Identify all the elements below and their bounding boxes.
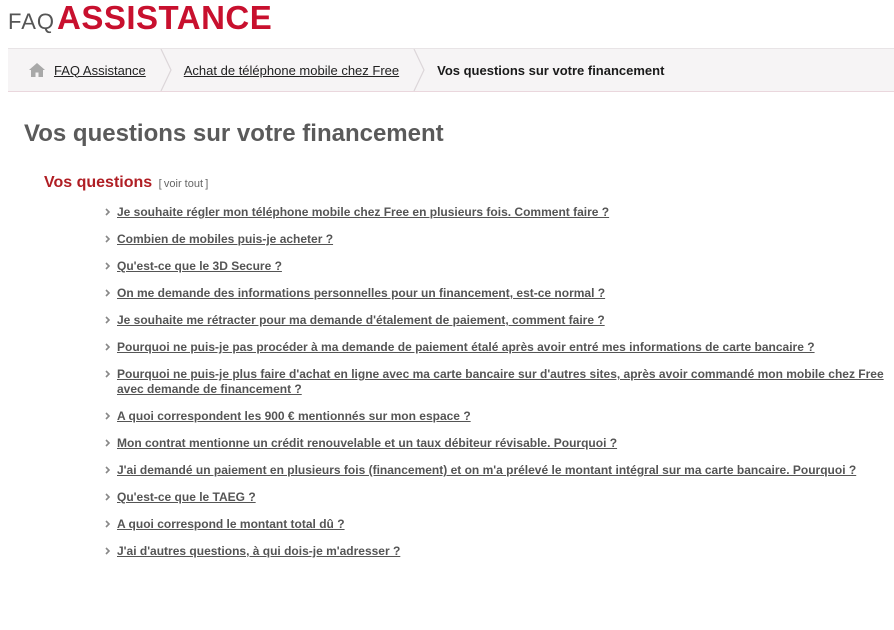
chevron-right-icon	[104, 368, 112, 380]
logo-faq-text: FAQ	[8, 9, 56, 34]
list-item	[104, 367, 889, 397]
list-item	[104, 463, 889, 478]
chevron-right-icon	[104, 545, 112, 557]
list-item	[104, 259, 889, 274]
question-link[interactable]: A quoi correspond le montant total dû ?	[117, 517, 345, 531]
page-title: Vos questions sur votre financement	[24, 120, 444, 147]
chevron-right-icon	[104, 437, 112, 449]
question-link[interactable]: J'ai demandé un paiement en plusieurs fois (financement) et on m'a prélevé le montant intégral sur ma carte bancaire. Pourquoi ?	[117, 463, 857, 477]
question-link[interactable]: Qu'est-ce que le 3D Secure ?	[117, 259, 282, 273]
question-link[interactable]: Qu'est-ce que le TAEG ?	[117, 490, 256, 504]
question-link[interactable]: Pourquoi ne puis-je pas procéder à ma demande de paiement étalé après avoir entré mes informations de carte bancaire ?	[117, 340, 815, 354]
list-item	[104, 205, 889, 220]
question-link[interactable]: On me demande des informations personnelles pour un financement, est-ce normal ?	[117, 286, 606, 300]
chevron-right-icon	[104, 518, 112, 530]
list-item	[104, 286, 889, 301]
list-item	[104, 436, 889, 451]
breadcrumb-item-home[interactable]	[8, 49, 160, 91]
chevron-right-icon	[104, 491, 112, 503]
questions-list	[104, 205, 889, 559]
breadcrumb-separator	[413, 49, 425, 91]
see-all-link[interactable]: voir tout	[163, 178, 204, 190]
list-item	[104, 313, 889, 328]
breadcrumb-link-faq-assistance[interactable]: FAQ Assistance	[54, 62, 146, 78]
list-item	[104, 340, 889, 355]
list-item	[104, 232, 889, 247]
chevron-right-icon	[104, 206, 112, 218]
faq-assistance-logo[interactable]	[8, 0, 272, 36]
see-all-wrapper	[159, 178, 209, 190]
breadcrumb-item-current: Vos questions sur votre financement	[437, 62, 665, 78]
list-item	[104, 517, 889, 532]
breadcrumb-separator	[160, 49, 172, 91]
question-link[interactable]: Je souhaite me rétracter pour ma demande d'étalement de paiement, comment faire ?	[117, 313, 605, 327]
see-all-open-bracket: [	[158, 178, 162, 190]
chevron-right-icon	[104, 341, 112, 353]
list-item	[104, 490, 889, 505]
logo-assistance-text: ASSISTANCE	[57, 0, 273, 36]
breadcrumb	[8, 48, 894, 92]
chevron-right-icon	[104, 233, 112, 245]
chevron-right-icon	[104, 410, 112, 422]
home-icon	[28, 62, 46, 78]
question-link[interactable]: A quoi correspondent les 900 € mentionnés sur mon espace ?	[117, 409, 471, 423]
see-all-close-bracket: ]	[205, 178, 209, 190]
question-link[interactable]: Je souhaite régler mon téléphone mobile chez Free en plusieurs fois. Comment faire ?	[117, 205, 610, 219]
breadcrumb-item-achat-mobile[interactable]	[172, 49, 413, 91]
questions-section-header	[44, 174, 208, 192]
chevron-right-icon	[104, 287, 112, 299]
question-link[interactable]: Mon contrat mentionne un crédit renouvelable et un taux débiteur révisable. Pourquoi ?	[117, 436, 618, 450]
chevron-right-icon	[104, 260, 112, 272]
question-link[interactable]: Combien de mobiles puis-je acheter ?	[117, 232, 334, 246]
breadcrumb-link-achat-mobile[interactable]: Achat de téléphone mobile chez Free	[183, 62, 400, 78]
question-link[interactable]: J'ai d'autres questions, à qui dois-je m'adresser ?	[117, 544, 401, 558]
question-link[interactable]: Pourquoi ne puis-je plus faire d'achat en ligne avec ma carte bancaire sur d'autres sites, après avoir commandé mon mobile chez Free avec demande de financement ?	[117, 367, 884, 396]
chevron-right-icon	[104, 314, 112, 326]
questions-section-title: Vos questions	[44, 174, 153, 191]
list-item	[104, 544, 889, 559]
list-item	[104, 409, 889, 424]
chevron-right-icon	[104, 464, 112, 476]
